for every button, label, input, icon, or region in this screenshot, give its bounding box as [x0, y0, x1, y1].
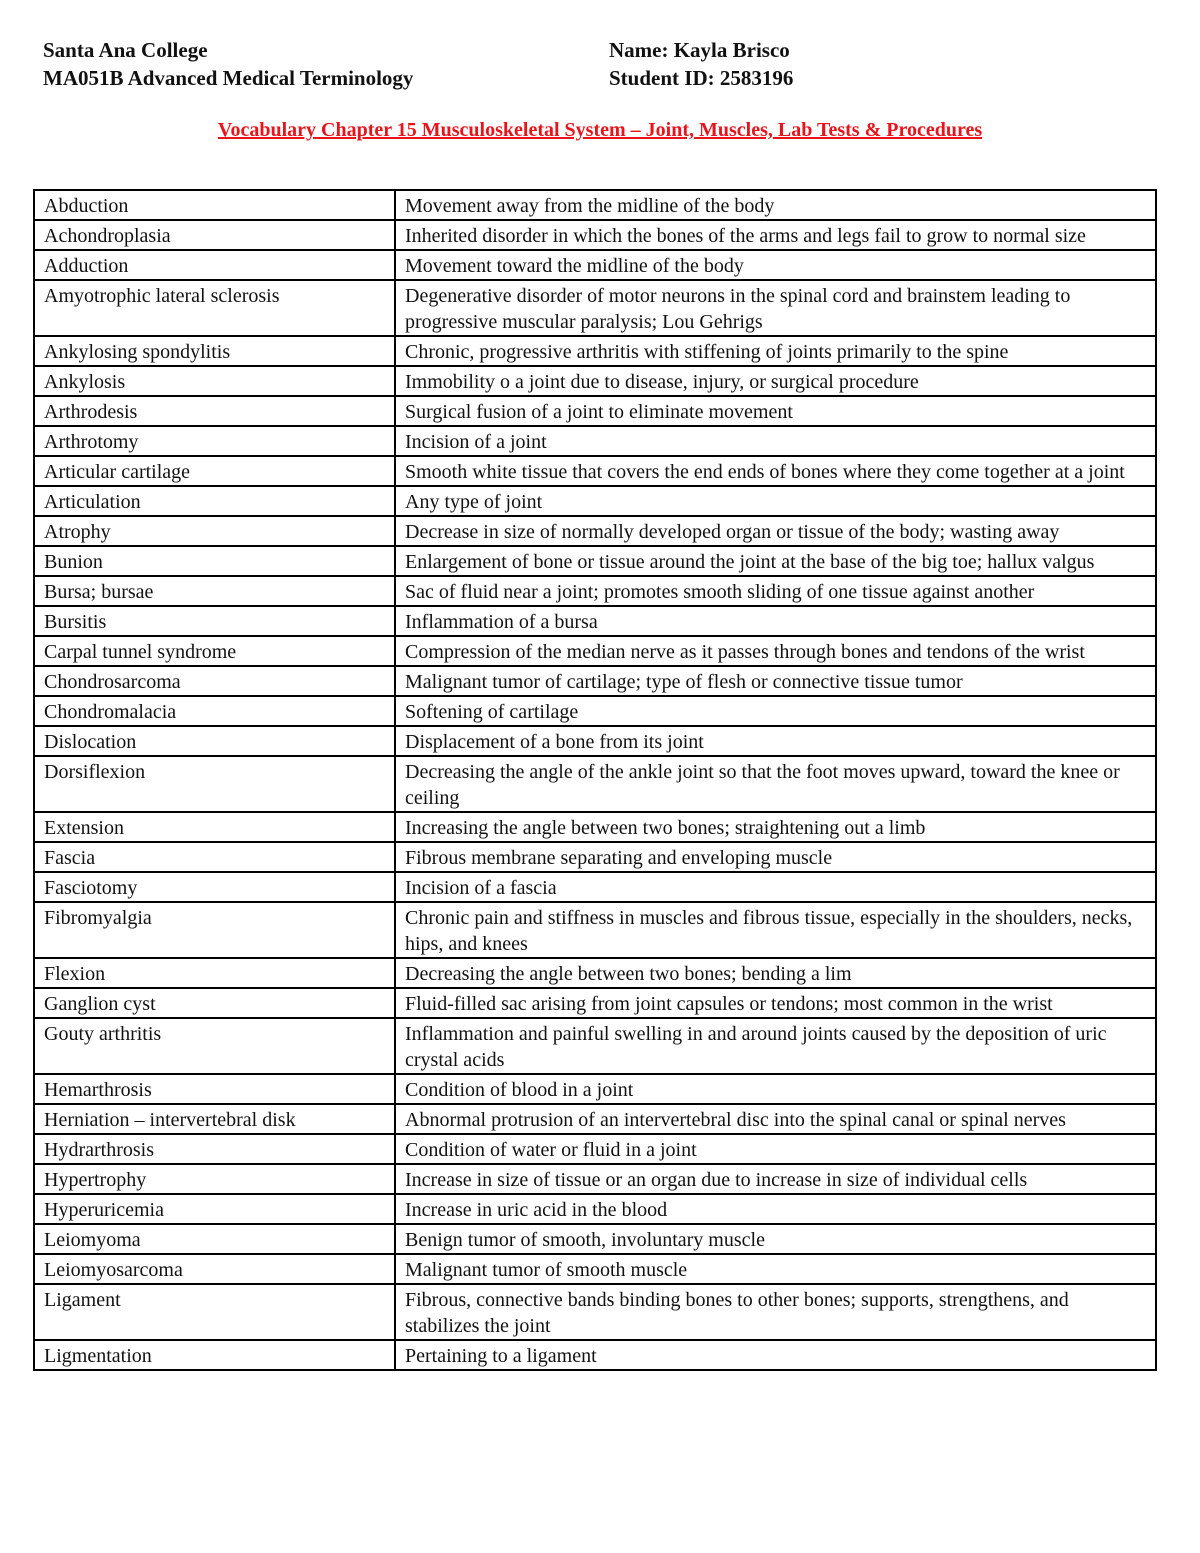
term-cell: Atrophy	[34, 516, 395, 546]
table-row	[34, 190, 1156, 220]
definition-cell: Decrease in size of normally developed organ or tissue of the body; wasting away	[395, 516, 1156, 546]
table-row	[34, 486, 1156, 516]
table-row	[34, 1134, 1156, 1164]
definition-cell: Decreasing the angle between two bones; bending a lim	[395, 958, 1156, 988]
definition-cell: Compression of the median nerve as it passes through bones and tendons of the wrist	[395, 636, 1156, 666]
definition-cell: Inherited disorder in which the bones of the arms and legs fail to grow to normal size	[395, 220, 1156, 250]
term-cell: Articular cartilage	[34, 456, 395, 486]
table-row	[34, 220, 1156, 250]
table-row	[34, 250, 1156, 280]
term-cell: Ankylosing spondylitis	[34, 336, 395, 366]
definition-cell: Inflammation of a bursa	[395, 606, 1156, 636]
term-cell: Chondrosarcoma	[34, 666, 395, 696]
definition-cell: Benign tumor of smooth, involuntary muscle	[395, 1224, 1156, 1254]
definition-cell: Increase in uric acid in the blood	[395, 1194, 1156, 1224]
term-cell: Ganglion cyst	[34, 988, 395, 1018]
table-row	[34, 546, 1156, 576]
definition-cell: Fluid-filled sac arising from joint capsules or tendons; most common in the wrist	[395, 988, 1156, 1018]
definition-cell: Pertaining to a ligament	[395, 1340, 1156, 1370]
term-cell: Abduction	[34, 190, 395, 220]
student-name: Name: Kayla Brisco	[609, 38, 790, 62]
term-cell: Arthrotomy	[34, 426, 395, 456]
table-row	[34, 1194, 1156, 1224]
definition-cell: Movement away from the midline of the body	[395, 190, 1156, 220]
table-row	[34, 842, 1156, 872]
term-cell: Hemarthrosis	[34, 1074, 395, 1104]
definition-cell: Increase in size of tissue or an organ due to increase in size of individual cells	[395, 1164, 1156, 1194]
table-row	[34, 958, 1156, 988]
definition-cell: Fibrous membrane separating and enveloping muscle	[395, 842, 1156, 872]
course-name: MA051B Advanced Medical Terminology	[43, 66, 414, 90]
term-cell: Leiomyosarcoma	[34, 1254, 395, 1284]
table-row	[34, 872, 1156, 902]
definition-cell: Incision of a fascia	[395, 872, 1156, 902]
term-cell: Ligament	[34, 1284, 395, 1340]
term-cell: Extension	[34, 812, 395, 842]
table-row	[34, 336, 1156, 366]
table-row	[34, 1018, 1156, 1074]
table-row	[34, 666, 1156, 696]
term-cell: Gouty arthritis	[34, 1018, 395, 1074]
definition-cell: Smooth white tissue that covers the end ends of bones where they come together at a joint	[395, 456, 1156, 486]
definition-cell: Malignant tumor of smooth muscle	[395, 1254, 1156, 1284]
table-row	[34, 576, 1156, 606]
term-cell: Ankylosis	[34, 366, 395, 396]
document-title: Vocabulary Chapter 15 Musculoskeletal System – Joint, Muscles, Lab Tests & Procedures	[217, 119, 983, 141]
table-row	[34, 516, 1156, 546]
term-cell: Leiomyoma	[34, 1224, 395, 1254]
definition-cell: Chronic, progressive arthritis with stiffening of joints primarily to the spine	[395, 336, 1156, 366]
vocabulary-table-body	[34, 190, 1156, 1370]
table-row	[34, 1104, 1156, 1134]
term-cell: Bursitis	[34, 606, 395, 636]
term-cell: Fibromyalgia	[34, 902, 395, 958]
term-cell: Bursa; bursae	[34, 576, 395, 606]
table-row	[34, 1224, 1156, 1254]
term-cell: Hydrarthrosis	[34, 1134, 395, 1164]
term-cell: Fascia	[34, 842, 395, 872]
term-cell: Herniation – intervertebral disk	[34, 1104, 395, 1134]
definition-cell: Chronic pain and stiffness in muscles and fibrous tissue, especially in the shoulders, necks, hips, and knees	[395, 902, 1156, 958]
table-row	[34, 756, 1156, 812]
term-cell: Achondroplasia	[34, 220, 395, 250]
definition-cell: Movement toward the midline of the body	[395, 250, 1156, 280]
definition-cell: Degenerative disorder of motor neurons in the spinal cord and brainstem leading to progressive muscular paralysis; Lou Gehrigs	[395, 280, 1156, 336]
definition-cell: Surgical fusion of a joint to eliminate movement	[395, 396, 1156, 426]
definition-cell: Inflammation and painful swelling in and around joints caused by the deposition of uric crystal acids	[395, 1018, 1156, 1074]
term-cell: Dorsiflexion	[34, 756, 395, 812]
table-row	[34, 812, 1156, 842]
vocabulary-table	[33, 189, 1157, 1371]
term-cell: Arthrodesis	[34, 396, 395, 426]
term-cell: Ligmentation	[34, 1340, 395, 1370]
term-cell: Bunion	[34, 546, 395, 576]
term-cell: Carpal tunnel syndrome	[34, 636, 395, 666]
college-name: Santa Ana College	[43, 38, 208, 62]
table-row	[34, 280, 1156, 336]
definition-cell: Decreasing the angle of the ankle joint so that the foot moves upward, toward the knee or ceiling	[395, 756, 1156, 812]
table-row	[34, 1340, 1156, 1370]
table-row	[34, 988, 1156, 1018]
term-cell: Adduction	[34, 250, 395, 280]
definition-cell: Malignant tumor of cartilage; type of flesh or connective tissue tumor	[395, 666, 1156, 696]
table-row	[34, 1164, 1156, 1194]
term-cell: Fasciotomy	[34, 872, 395, 902]
term-cell: Hypertrophy	[34, 1164, 395, 1194]
table-row	[34, 426, 1156, 456]
definition-cell: Sac of fluid near a joint; promotes smooth sliding of one tissue against another	[395, 576, 1156, 606]
definition-cell: Displacement of a bone from its joint	[395, 726, 1156, 756]
term-cell: Chondromalacia	[34, 696, 395, 726]
term-cell: Hyperuricemia	[34, 1194, 395, 1224]
definition-cell: Condition of water or fluid in a joint	[395, 1134, 1156, 1164]
definition-cell: Any type of joint	[395, 486, 1156, 516]
table-row	[34, 1254, 1156, 1284]
definition-cell: Condition of blood in a joint	[395, 1074, 1156, 1104]
student-id: Student ID: 2583196	[609, 66, 794, 90]
definition-cell: Immobility o a joint due to disease, injury, or surgical procedure	[395, 366, 1156, 396]
definition-cell: Enlargement of bone or tissue around the joint at the base of the big toe; hallux valgus	[395, 546, 1156, 576]
table-row	[34, 606, 1156, 636]
definition-cell: Incision of a joint	[395, 426, 1156, 456]
definition-cell: Fibrous, connective bands binding bones to other bones; supports, strengthens, and stabilizes the joint	[395, 1284, 1156, 1340]
table-row	[34, 636, 1156, 666]
student-info	[609, 36, 793, 92]
table-row	[34, 396, 1156, 426]
term-cell: Flexion	[34, 958, 395, 988]
term-cell: Amyotrophic lateral sclerosis	[34, 280, 395, 336]
table-row	[34, 366, 1156, 396]
definition-cell: Abnormal protrusion of an intervertebral disc into the spinal canal or spinal nerves	[395, 1104, 1156, 1134]
definition-cell: Softening of cartilage	[395, 696, 1156, 726]
table-row	[34, 1074, 1156, 1104]
table-row	[34, 456, 1156, 486]
course-info	[43, 36, 413, 92]
term-cell: Dislocation	[34, 726, 395, 756]
table-row	[34, 902, 1156, 958]
table-row	[34, 726, 1156, 756]
table-row	[34, 696, 1156, 726]
table-row	[34, 1284, 1156, 1340]
term-cell: Articulation	[34, 486, 395, 516]
definition-cell: Increasing the angle between two bones; straightening out a limb	[395, 812, 1156, 842]
